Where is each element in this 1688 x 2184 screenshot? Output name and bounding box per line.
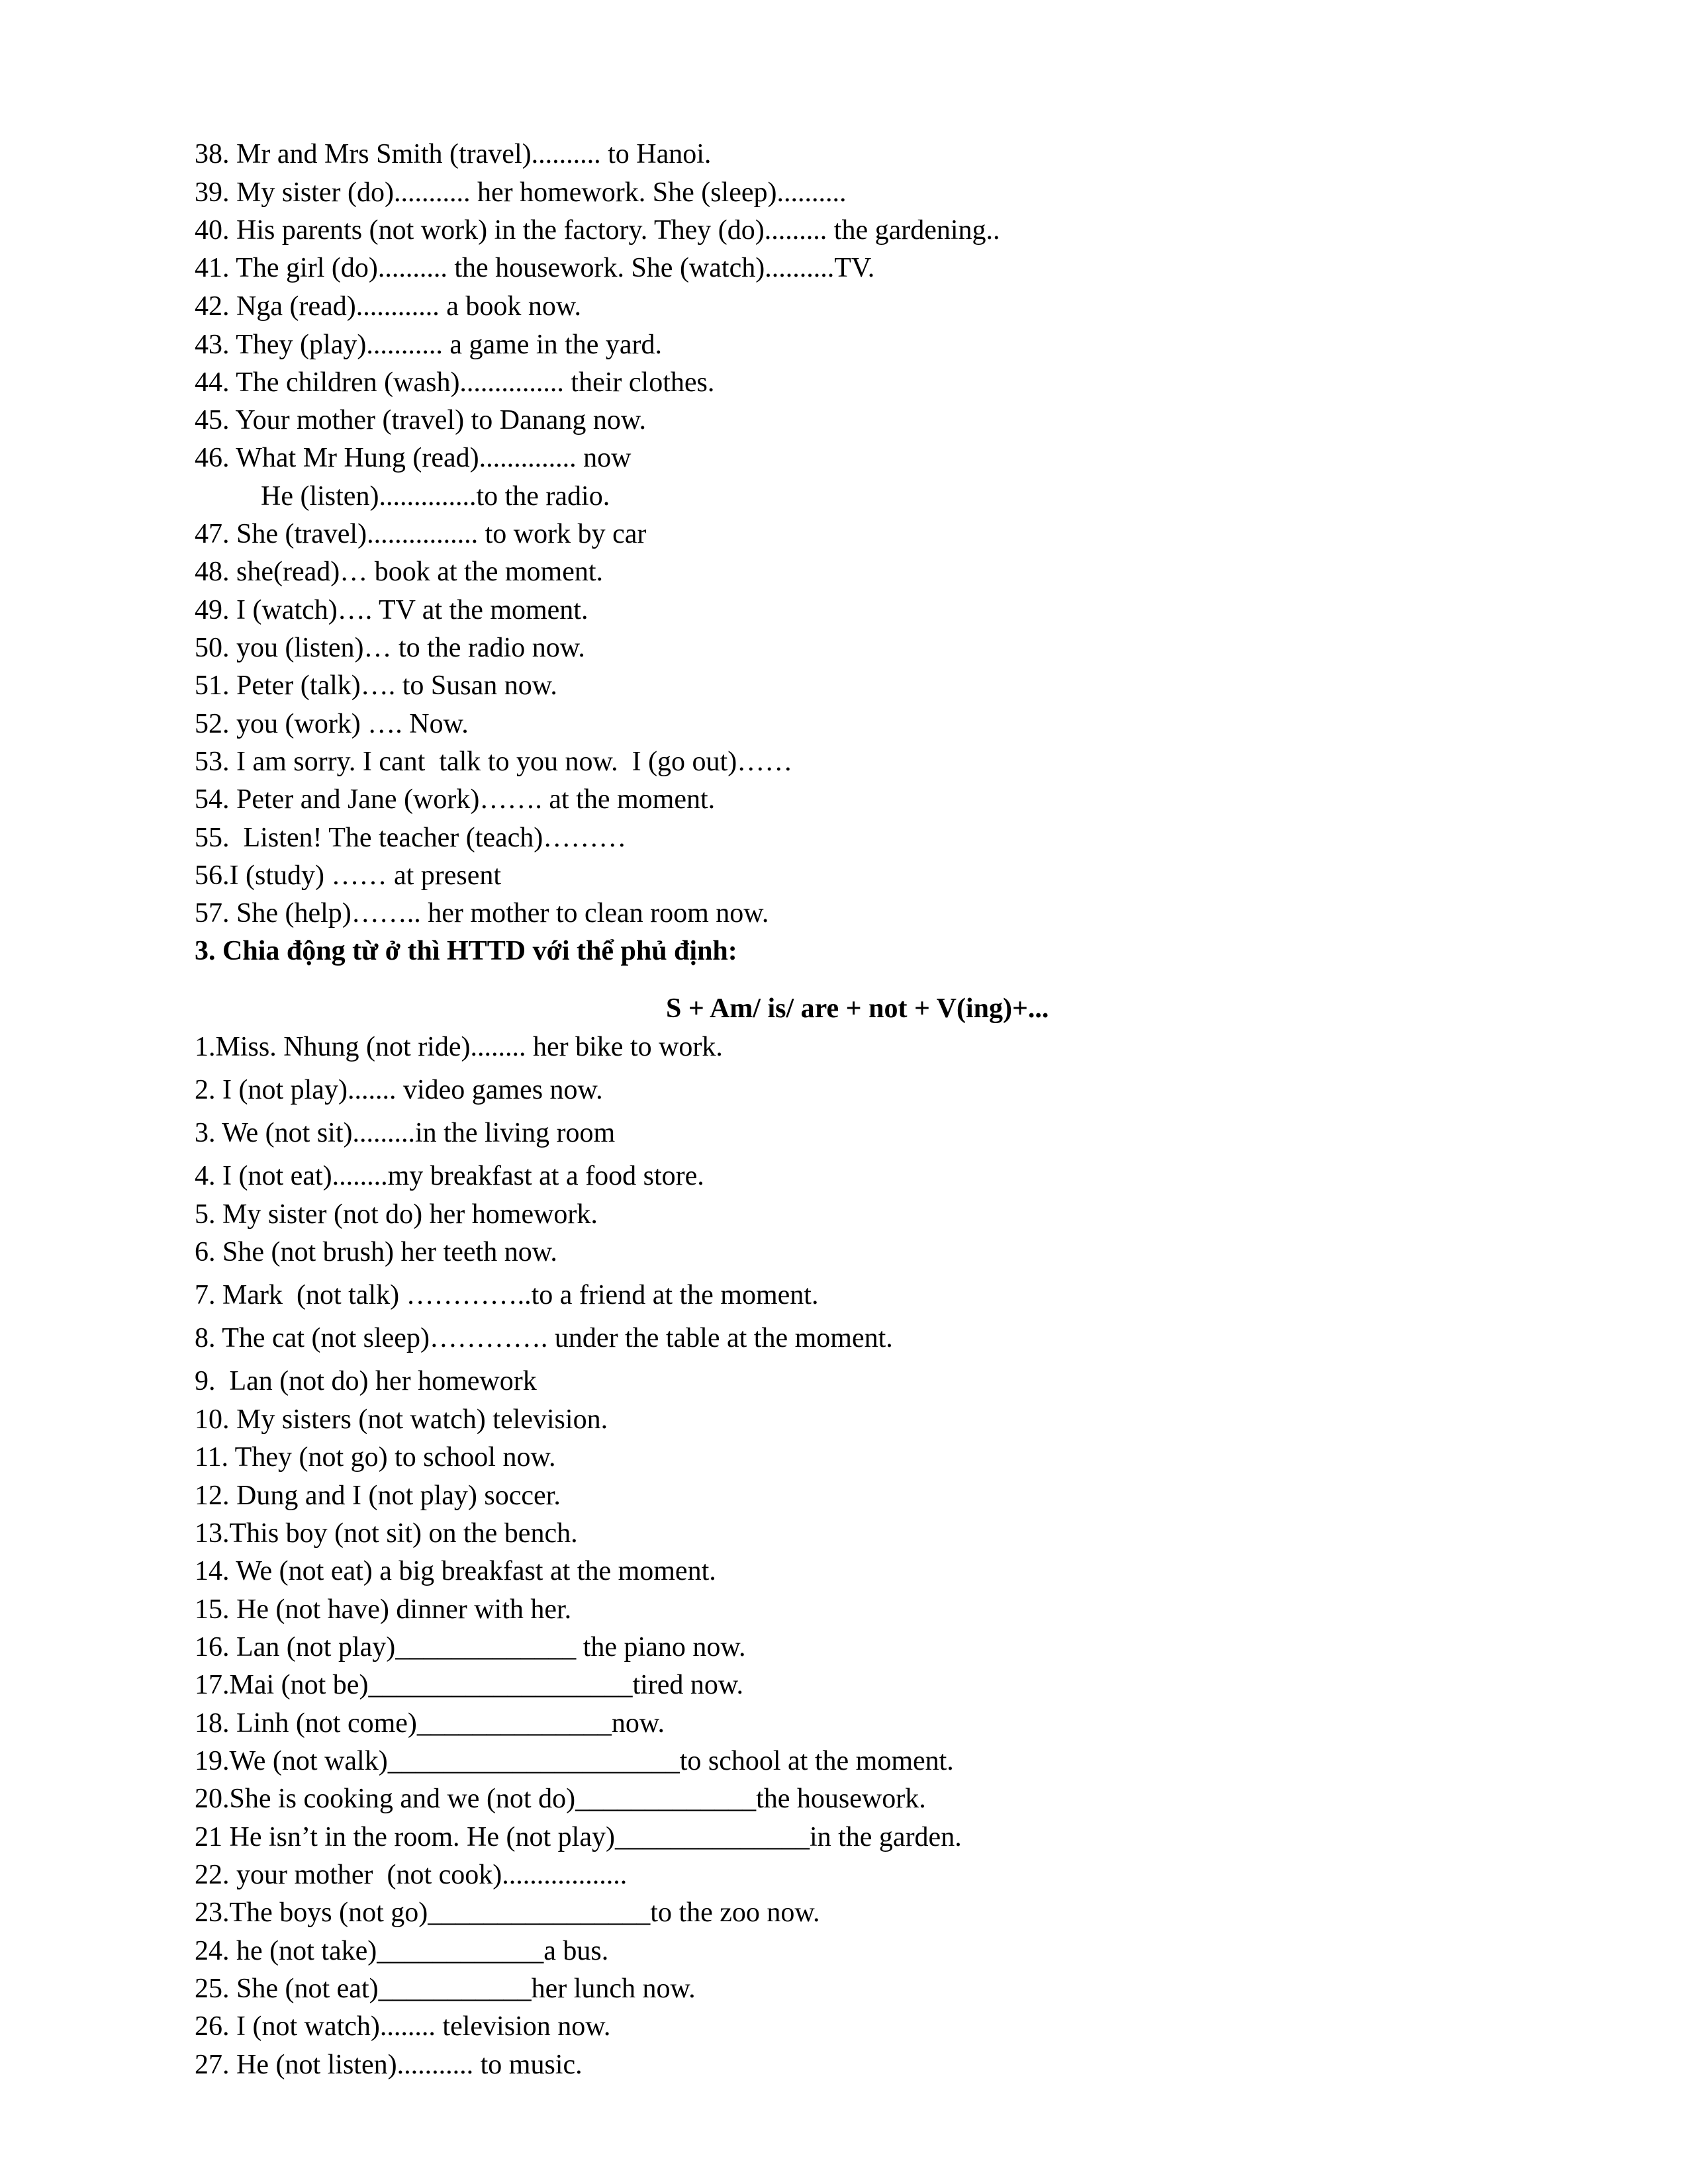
negative-item-13: 13.This boy (not sit) on the bench. <box>195 1518 578 1549</box>
negative-item-12: 12. Dung and I (not play) soccer. <box>195 1480 561 1511</box>
exercise-item-48: 48. she(read)… book at the moment. <box>195 557 603 587</box>
negative-item-27: 27. He (not listen)........... to music. <box>195 2050 583 2080</box>
negative-item-25: 25. She (not eat)___________her lunch now. <box>195 1974 696 2004</box>
exercise-item-53: 53. I am sorry. I cant talk to you now. I (go out)…… <box>195 747 793 777</box>
exercise-item-40: 40. His parents (not work) in the factory. They (do)......... the gardening.. <box>195 215 1000 246</box>
exercise-item-45: 45. Your mother (travel) to Danang now. <box>195 405 646 435</box>
negative-item-1: 1.Miss. Nhung (not ride)........ her bike to work. <box>195 1032 723 1062</box>
negative-item-10: 10. My sisters (not watch) television. <box>195 1404 608 1435</box>
negative-item-16: 16. Lan (not play)_____________ the piano now. <box>195 1632 746 1662</box>
exercise-item-52: 52. you (work) …. Now. <box>195 709 469 739</box>
negative-item-23: 23.The boys (not go)________________to the zoo now. <box>195 1897 820 1928</box>
negative-item-15: 15. He (not have) dinner with her. <box>195 1594 572 1625</box>
exercise-item-50: 50. you (listen)… to the radio now. <box>195 633 585 663</box>
negative-item-20: 20.She is cooking and we (not do)_____________the housework. <box>195 1784 926 1814</box>
negative-item-6: 6. She (not brush) her teeth now. <box>195 1237 557 1267</box>
negative-item-22: 22. your mother (not cook).................. <box>195 1860 628 1890</box>
negative-item-17: 17.Mai (not be)___________________tired now. <box>195 1670 744 1700</box>
negative-item-24: 24. he (not take)____________a bus. <box>195 1936 609 1966</box>
negative-item-4: 4. I (not eat)........my breakfast at a food store. <box>195 1161 704 1191</box>
section-heading: 3. Chia động từ ở thì HTTD với thể phủ định: <box>195 936 737 966</box>
exercise-item-42: 42. Nga (read)............ a book now. <box>195 291 581 322</box>
exercise-item-57: 57. She (help)…….. her mother to clean room now. <box>195 898 769 929</box>
exercise-item-56: 56.I (study) …… at present <box>195 860 502 891</box>
exercise-item-38: 38. Mr and Mrs Smith (travel).......... to Hanoi. <box>195 139 712 169</box>
negative-item-11: 11. They (not go) to school now. <box>195 1442 556 1473</box>
exercise-item-55: 55. Listen! The teacher (teach)……… <box>195 823 627 853</box>
negative-item-7: 7. Mark (not talk) …………..to a friend at the moment. <box>195 1280 819 1310</box>
exercise-item-51: 51. Peter (talk)…. to Susan now. <box>195 670 557 701</box>
negative-item-5: 5. My sister (not do) her homework. <box>195 1199 598 1230</box>
exercise-item-46-continuation: He (listen)..............to the radio. <box>261 481 610 512</box>
negative-item-3: 3. We (not sit).........in the living room <box>195 1118 616 1148</box>
negative-item-9: 9. Lan (not do) her homework <box>195 1366 537 1396</box>
exercise-item-41: 41. The girl (do).......... the housework. She (watch)..........TV. <box>195 253 875 283</box>
negative-item-21: 21 He isn’t in the room. He (not play)______________in the garden. <box>195 1822 962 1852</box>
negative-item-8: 8. The cat (not sleep)…………. under the table at the moment. <box>195 1323 893 1353</box>
negative-item-26: 26. I (not watch)........ television now. <box>195 2011 611 2042</box>
negative-item-18: 18. Linh (not come)______________now. <box>195 1708 665 1739</box>
exercise-item-43: 43. They (play)........... a game in the yard. <box>195 330 663 360</box>
negative-item-2: 2. I (not play)....... video games now. <box>195 1075 603 1105</box>
grammar-formula: S + Am/ is/ are + not + V(ing)+... <box>666 993 1049 1024</box>
exercise-item-39: 39. My sister (do)........... her homework. She (sleep).......... <box>195 177 847 208</box>
exercise-item-46: 46. What Mr Hung (read).............. now <box>195 443 632 473</box>
exercise-item-44: 44. The children (wash)............... their clothes. <box>195 367 715 398</box>
negative-item-14: 14. We (not eat) a big breakfast at the moment. <box>195 1556 716 1586</box>
exercise-item-54: 54. Peter and Jane (work)……. at the moment. <box>195 784 716 815</box>
exercise-item-47: 47. She (travel)................ to work by car <box>195 519 647 549</box>
exercise-item-49: 49. I (watch)…. TV at the moment. <box>195 595 588 625</box>
negative-item-19: 19.We (not walk)_____________________to school at the moment. <box>195 1746 954 1776</box>
